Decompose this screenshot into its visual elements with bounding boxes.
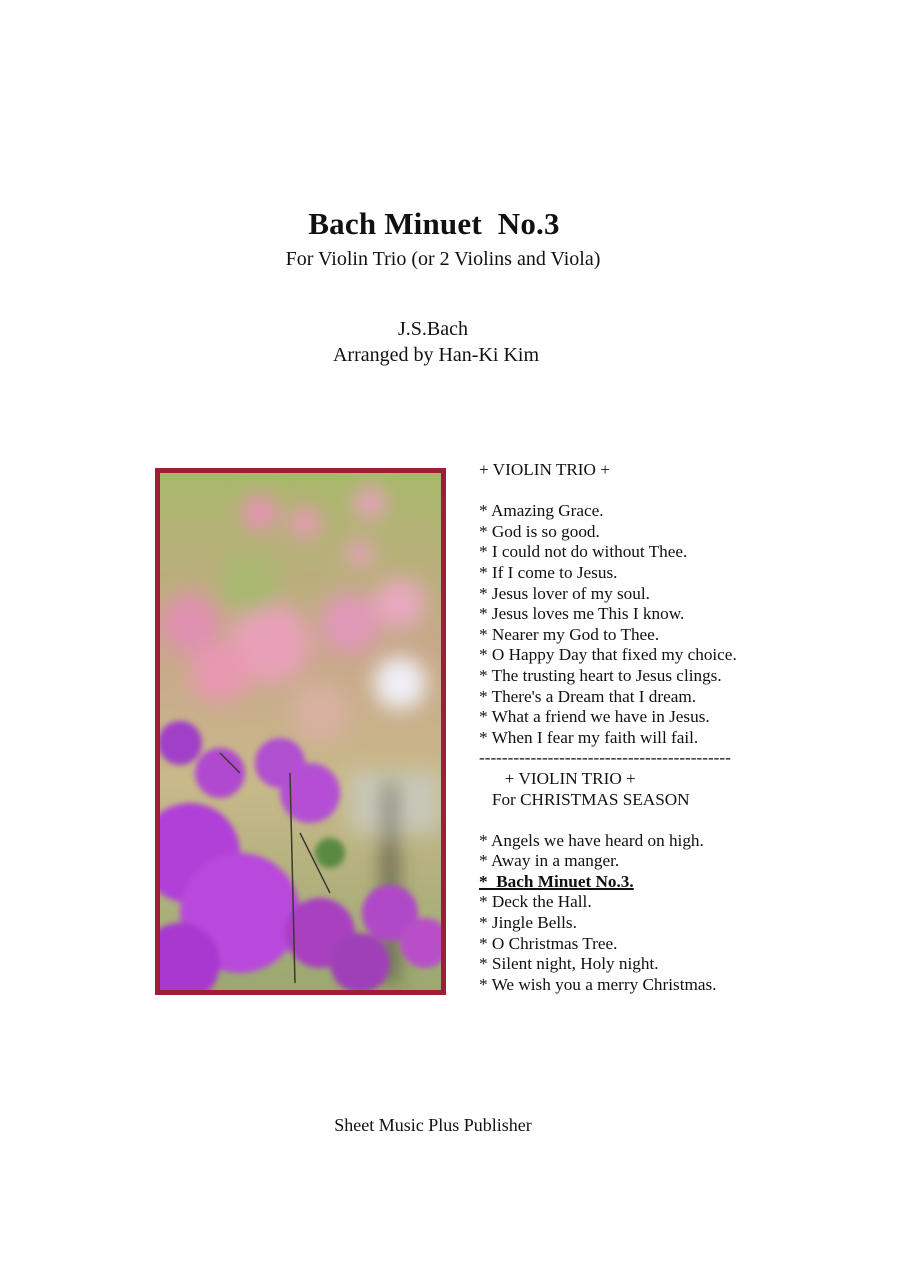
list-item: * O Christmas Tree. <box>479 933 618 953</box>
christmas-subheader: For CHRISTMAS SEASON <box>479 789 690 809</box>
list-item: * When I fear my faith will fail. <box>479 727 699 747</box>
arranger: Arranged by Han-Ki Kim <box>332 344 540 366</box>
list-item: * Nearer my God to Thee. <box>479 624 660 644</box>
list-item: * Jesus lover of my soul. <box>479 583 650 603</box>
list-item: * If I come to Jesus. <box>479 562 618 582</box>
list-item: * God is so good. <box>479 521 600 541</box>
list-item: * Jesus loves me This I know. <box>479 604 685 624</box>
composer: J.S.Bach <box>398 318 468 340</box>
list-item: * Silent night, Holy night. <box>479 954 659 974</box>
publisher: Sheet Music Plus Publisher <box>334 1115 532 1135</box>
list-item: * Deck the Hall. <box>479 892 592 912</box>
list-item: * What a friend we have in Jesus. <box>479 707 710 727</box>
list-item: * Jingle Bells. <box>479 913 577 933</box>
title: Bach Minuet No.3 <box>308 206 560 241</box>
list-item: * I could not do without Thee. <box>479 542 688 562</box>
list-item: * Away in a manger. <box>479 851 620 871</box>
list-item-current: * Bach Minuet No.3. <box>479 871 634 891</box>
subtitle: For Violin Trio (or 2 Violins and Viola) <box>285 248 601 270</box>
azalea-image <box>160 473 441 990</box>
divider: -------------------------------------------- <box>479 748 731 768</box>
catalog-header: + VIOLIN TRIO + <box>479 460 610 479</box>
list-item: * There's a Dream that I dream. <box>479 686 697 706</box>
christmas-header: + VIOLIN TRIO + <box>479 768 636 788</box>
list-item: * Amazing Grace. <box>479 501 604 521</box>
cover-photo <box>155 468 446 995</box>
list-item: * We wish you a merry Christmas. <box>479 974 717 994</box>
list-item: * O Happy Day that fixed my choice. <box>479 645 737 665</box>
list-item: * Angels we have heard on high. <box>479 830 704 850</box>
list-item: * The trusting heart to Jesus clings. <box>479 665 722 685</box>
catalog-list <box>479 460 737 995</box>
